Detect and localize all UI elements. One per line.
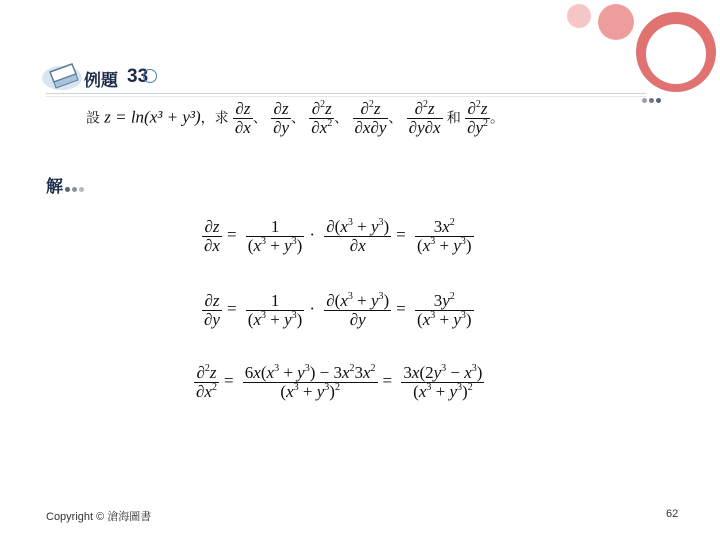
- equation-dz-dx: $\frac{\partial z}{\partial x}$ = $\frac{1}{(x^3 + y^3)}$ · $\frac{\partial(x^3 + y^3)}{\partial x}$ = $\frac{3x^2}{(x^3 + y^3)}$: [204, 217, 472, 255]
- decor-circle-medium: [598, 4, 634, 40]
- decor-circle-small: [567, 4, 591, 28]
- partial-z-yx: $\frac{\partial^2z}{\partial y\partial x}$: [408, 99, 441, 137]
- separator: 、: [388, 110, 403, 127]
- problem-ask: ，求: [200, 110, 229, 127]
- equation-d2z-dx2: $\frac{\partial^2z}{\partial x^2}$ = $\frac{6x(x^3 + y^3) - 3x^23x^2}{(x^3 + y^3)^2}$ = $\frac{3x(2y^3 - x^3)}{(x^3 + y^3)^2}$: [196, 363, 483, 401]
- partial-z-y: $\frac{\partial z}{\partial y}$: [273, 99, 290, 137]
- problem-prefix: 設: [86, 110, 100, 127]
- header-rule-secondary: [46, 96, 646, 97]
- solution-label: 解: [46, 172, 86, 197]
- and-word: 和: [446, 110, 461, 127]
- separator: 、: [291, 110, 306, 127]
- period: 。: [490, 110, 505, 127]
- partial-z-yy: $\frac{\partial^2z}{\partial y^2}$: [467, 99, 489, 137]
- partial-z-xx: $\frac{\partial^2z}{\partial x^2}$: [311, 99, 333, 137]
- example-circle-icon: [143, 69, 157, 83]
- header-rule: [46, 93, 646, 94]
- separator: 、: [334, 110, 349, 127]
- example-number: 33: [127, 66, 149, 87]
- equation-dz-dy: $\frac{\partial z}{\partial y}$ = $\frac{1}{(x^3 + y^3)}$ · $\frac{\partial(x^3 + y^3)}{\partial y}$ = $\frac{3y^2}{(x^3 + y^3)}$: [204, 291, 472, 329]
- partial-z-xy: $\frac{\partial^2z}{\partial x\partial y}$: [354, 99, 387, 137]
- partial-z-x: $\frac{\partial z}{\partial x}$: [234, 99, 251, 137]
- decor-circle-large-inner: [646, 24, 706, 84]
- separator: 、: [252, 110, 267, 127]
- problem-function: z = ln(x³ + y³): [104, 107, 201, 127]
- pencil-icon: [40, 58, 84, 97]
- problem-statement: [86, 100, 504, 137]
- example-label: 例題: [84, 71, 118, 91]
- page-number: 62: [666, 508, 679, 520]
- copyright-text: Copyright © 滄海圖書: [46, 511, 152, 523]
